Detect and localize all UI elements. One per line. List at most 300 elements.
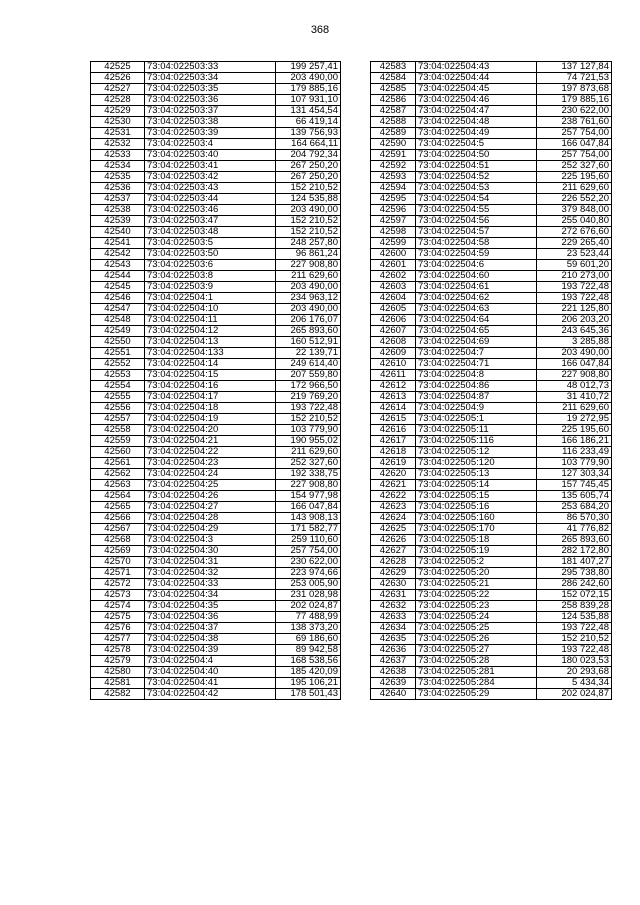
cadastral-number-cell: 73:04:022504:26 xyxy=(145,491,276,502)
table-row xyxy=(371,260,612,271)
value-cell: 193 722,48 xyxy=(537,623,612,634)
value-cell: 211 629,60 xyxy=(537,183,612,194)
table-row xyxy=(91,381,341,392)
table-row xyxy=(371,216,612,227)
value-cell: 234 963,12 xyxy=(276,293,341,304)
cadastral-number-cell: 73:04:022503:50 xyxy=(145,249,276,260)
value-cell: 135 605,74 xyxy=(537,491,612,502)
table-row xyxy=(91,568,341,579)
cadastral-number-cell: 73:04:022504:46 xyxy=(416,95,537,106)
value-cell: 230 622,00 xyxy=(276,557,341,568)
row-number-cell: 42560 xyxy=(91,447,145,458)
value-cell: 164 664,11 xyxy=(276,139,341,150)
row-number-cell: 42527 xyxy=(91,84,145,95)
row-number-cell: 42612 xyxy=(371,381,416,392)
table-row xyxy=(371,227,612,238)
cadastral-number-cell: 73:04:022504:48 xyxy=(416,117,537,128)
cadastral-number-cell: 73:04:022503:35 xyxy=(145,84,276,95)
cadastral-number-cell: 73:04:022504:27 xyxy=(145,502,276,513)
cadastral-number-cell: 73:04:022504:19 xyxy=(145,414,276,425)
value-cell: 5 434,34 xyxy=(537,678,612,689)
cadastral-number-cell: 73:04:022504:54 xyxy=(416,194,537,205)
row-number-cell: 42614 xyxy=(371,403,416,414)
value-cell: 127 303,34 xyxy=(537,469,612,480)
value-cell: 204 792,34 xyxy=(276,150,341,161)
cadastral-number-cell: 73:04:022504:30 xyxy=(145,546,276,557)
table-row xyxy=(91,205,341,216)
row-number-cell: 42598 xyxy=(371,227,416,238)
cadastral-number-cell: 73:04:022504:20 xyxy=(145,425,276,436)
registry-table-right-body xyxy=(371,62,612,700)
table-row xyxy=(91,590,341,601)
row-number-cell: 42610 xyxy=(371,359,416,370)
cadastral-number-cell: 73:04:022505:18 xyxy=(416,535,537,546)
cadastral-number-cell: 73:04:022505:2 xyxy=(416,557,537,568)
row-number-cell: 42573 xyxy=(91,590,145,601)
value-cell: 211 629,60 xyxy=(276,447,341,458)
value-cell: 152 210,52 xyxy=(276,216,341,227)
value-cell: 207 559,80 xyxy=(276,370,341,381)
table-row xyxy=(371,689,612,700)
table-row xyxy=(371,370,612,381)
value-cell: 59 601,20 xyxy=(537,260,612,271)
table-row xyxy=(91,304,341,315)
row-number-cell: 42534 xyxy=(91,161,145,172)
table-row xyxy=(371,326,612,337)
value-cell: 31 410,72 xyxy=(537,392,612,403)
row-number-cell: 42603 xyxy=(371,282,416,293)
table-row xyxy=(371,612,612,623)
table-row xyxy=(371,205,612,216)
cadastral-number-cell: 73:04:022504:11 xyxy=(145,315,276,326)
value-cell: 259 110,60 xyxy=(276,535,341,546)
value-cell: 258 839,28 xyxy=(537,601,612,612)
value-cell: 185 420,09 xyxy=(276,667,341,678)
cadastral-number-cell: 73:04:022504:62 xyxy=(416,293,537,304)
row-number-cell: 42533 xyxy=(91,150,145,161)
cadastral-number-cell: 73:04:022505:27 xyxy=(416,645,537,656)
row-number-cell: 42548 xyxy=(91,315,145,326)
value-cell: 231 028,98 xyxy=(276,590,341,601)
cadastral-number-cell: 73:04:022504:64 xyxy=(416,315,537,326)
value-cell: 265 893,60 xyxy=(537,535,612,546)
row-number-cell: 42568 xyxy=(91,535,145,546)
cadastral-number-cell: 73:04:022503:47 xyxy=(145,216,276,227)
value-cell: 203 490,00 xyxy=(276,282,341,293)
cadastral-number-cell: 73:04:022505:20 xyxy=(416,568,537,579)
value-cell: 267 250,20 xyxy=(276,161,341,172)
cadastral-number-cell: 73:04:022505:120 xyxy=(416,458,537,469)
value-cell: 96 861,24 xyxy=(276,249,341,260)
value-cell: 295 738,80 xyxy=(537,568,612,579)
cadastral-number-cell: 73:04:022504:55 xyxy=(416,205,537,216)
table-row xyxy=(91,370,341,381)
cadastral-number-cell: 73:04:022504:14 xyxy=(145,359,276,370)
table-row xyxy=(91,150,341,161)
cadastral-number-cell: 73:04:022504:17 xyxy=(145,392,276,403)
table-row xyxy=(371,667,612,678)
row-number-cell: 42621 xyxy=(371,480,416,491)
value-cell: 179 885,16 xyxy=(537,95,612,106)
row-number-cell: 42555 xyxy=(91,392,145,403)
row-number-cell: 42596 xyxy=(371,205,416,216)
row-number-cell: 42546 xyxy=(91,293,145,304)
table-row xyxy=(91,403,341,414)
table-row xyxy=(91,502,341,513)
cadastral-number-cell: 73:04:022504:3 xyxy=(145,535,276,546)
value-cell: 226 552,20 xyxy=(537,194,612,205)
cadastral-number-cell: 73:04:022505:14 xyxy=(416,480,537,491)
row-number-cell: 42599 xyxy=(371,238,416,249)
cadastral-number-cell: 73:04:022503:39 xyxy=(145,128,276,139)
row-number-cell: 42606 xyxy=(371,315,416,326)
row-number-cell: 42597 xyxy=(371,216,416,227)
cadastral-number-cell: 73:04:022504:53 xyxy=(416,183,537,194)
row-number-cell: 42594 xyxy=(371,183,416,194)
row-number-cell: 42608 xyxy=(371,337,416,348)
table-row xyxy=(91,645,341,656)
value-cell: 225 195,60 xyxy=(537,425,612,436)
registry-table-right xyxy=(370,61,612,700)
row-number-cell: 42571 xyxy=(91,568,145,579)
row-number-cell: 42630 xyxy=(371,579,416,590)
table-row xyxy=(371,568,612,579)
table-row xyxy=(91,689,341,700)
value-cell: 248 257,80 xyxy=(276,238,341,249)
cadastral-number-cell: 73:04:022503:6 xyxy=(145,260,276,271)
cadastral-number-cell: 73:04:022504:59 xyxy=(416,249,537,260)
table-row xyxy=(91,238,341,249)
row-number-cell: 42552 xyxy=(91,359,145,370)
value-cell: 103 779,90 xyxy=(537,458,612,469)
cadastral-number-cell: 73:04:022504:133 xyxy=(145,348,276,359)
table-row xyxy=(91,601,341,612)
cadastral-number-cell: 73:04:022505:24 xyxy=(416,612,537,623)
cadastral-number-cell: 73:04:022504:32 xyxy=(145,568,276,579)
table-row xyxy=(371,73,612,84)
value-cell: 253 005,90 xyxy=(276,579,341,590)
table-row xyxy=(91,139,341,150)
cadastral-number-cell: 73:04:022503:4 xyxy=(145,139,276,150)
cadastral-number-cell: 73:04:022504:36 xyxy=(145,612,276,623)
row-number-cell: 42553 xyxy=(91,370,145,381)
row-number-cell: 42541 xyxy=(91,238,145,249)
value-cell: 252 327,60 xyxy=(276,458,341,469)
cadastral-number-cell: 73:04:022503:34 xyxy=(145,73,276,84)
value-cell: 193 722,48 xyxy=(537,645,612,656)
value-cell: 152 210,52 xyxy=(276,414,341,425)
value-cell: 137 127,84 xyxy=(537,62,612,73)
value-cell: 379 848,00 xyxy=(537,205,612,216)
table-row xyxy=(371,590,612,601)
cadastral-number-cell: 73:04:022504:16 xyxy=(145,381,276,392)
row-number-cell: 42547 xyxy=(91,304,145,315)
row-number-cell: 42601 xyxy=(371,260,416,271)
value-cell: 3 285,88 xyxy=(537,337,612,348)
value-cell: 202 024,87 xyxy=(276,601,341,612)
row-number-cell: 42625 xyxy=(371,524,416,535)
value-cell: 152 210,52 xyxy=(276,227,341,238)
cadastral-number-cell: 73:04:022504:6 xyxy=(416,260,537,271)
row-number-cell: 42565 xyxy=(91,502,145,513)
cadastral-number-cell: 73:04:022503:36 xyxy=(145,95,276,106)
table-row xyxy=(91,95,341,106)
value-cell: 229 265,40 xyxy=(537,238,612,249)
row-number-cell: 42607 xyxy=(371,326,416,337)
table-row xyxy=(91,172,341,183)
row-number-cell: 42566 xyxy=(91,513,145,524)
row-number-cell: 42636 xyxy=(371,645,416,656)
value-cell: 267 250,20 xyxy=(276,172,341,183)
cadastral-number-cell: 73:04:022505:21 xyxy=(416,579,537,590)
value-cell: 227 908,80 xyxy=(537,370,612,381)
row-number-cell: 42631 xyxy=(371,590,416,601)
row-number-cell: 42536 xyxy=(91,183,145,194)
cadastral-number-cell: 73:04:022504:25 xyxy=(145,480,276,491)
table-row xyxy=(91,436,341,447)
table-row xyxy=(91,491,341,502)
row-number-cell: 42589 xyxy=(371,128,416,139)
cadastral-number-cell: 73:04:022504:9 xyxy=(416,403,537,414)
registry-table-left-body xyxy=(91,62,341,700)
table-row xyxy=(371,436,612,447)
row-number-cell: 42574 xyxy=(91,601,145,612)
cadastral-number-cell: 73:04:022503:44 xyxy=(145,194,276,205)
row-number-cell: 42580 xyxy=(91,667,145,678)
cadastral-number-cell: 73:04:022504:65 xyxy=(416,326,537,337)
registry-table-left xyxy=(90,61,341,700)
row-number-cell: 42593 xyxy=(371,172,416,183)
value-cell: 252 327,60 xyxy=(537,161,612,172)
row-number-cell: 42539 xyxy=(91,216,145,227)
cadastral-number-cell: 73:04:022504:57 xyxy=(416,227,537,238)
value-cell: 195 106,21 xyxy=(276,678,341,689)
cadastral-number-cell: 73:04:022504:61 xyxy=(416,282,537,293)
table-row xyxy=(371,359,612,370)
table-row xyxy=(91,326,341,337)
value-cell: 139 756,93 xyxy=(276,128,341,139)
row-number-cell: 42622 xyxy=(371,491,416,502)
cadastral-number-cell: 73:04:022504:29 xyxy=(145,524,276,535)
table-row xyxy=(91,458,341,469)
value-cell: 89 942,58 xyxy=(276,645,341,656)
value-cell: 257 754,00 xyxy=(537,128,612,139)
row-number-cell: 42530 xyxy=(91,117,145,128)
cadastral-number-cell: 73:04:022504:47 xyxy=(416,106,537,117)
value-cell: 131 454,54 xyxy=(276,106,341,117)
row-number-cell: 42639 xyxy=(371,678,416,689)
row-number-cell: 42540 xyxy=(91,227,145,238)
row-number-cell: 42626 xyxy=(371,535,416,546)
table-row xyxy=(371,623,612,634)
value-cell: 86 570,30 xyxy=(537,513,612,524)
cadastral-number-cell: 73:04:022504:34 xyxy=(145,590,276,601)
row-number-cell: 42535 xyxy=(91,172,145,183)
table-row xyxy=(371,458,612,469)
cadastral-number-cell: 73:04:022503:40 xyxy=(145,150,276,161)
table-row xyxy=(371,469,612,480)
cadastral-number-cell: 73:04:022504:71 xyxy=(416,359,537,370)
table-row xyxy=(371,678,612,689)
row-number-cell: 42617 xyxy=(371,436,416,447)
cadastral-number-cell: 73:04:022504:12 xyxy=(145,326,276,337)
table-row xyxy=(371,238,612,249)
row-number-cell: 42633 xyxy=(371,612,416,623)
table-row xyxy=(91,469,341,480)
row-number-cell: 42525 xyxy=(91,62,145,73)
row-number-cell: 42545 xyxy=(91,282,145,293)
cadastral-number-cell: 73:04:022503:8 xyxy=(145,271,276,282)
row-number-cell: 42623 xyxy=(371,502,416,513)
row-number-cell: 42640 xyxy=(371,689,416,700)
value-cell: 203 490,00 xyxy=(276,304,341,315)
row-number-cell: 42551 xyxy=(91,348,145,359)
row-number-cell: 42556 xyxy=(91,403,145,414)
value-cell: 179 885,16 xyxy=(276,84,341,95)
table-row xyxy=(91,392,341,403)
row-number-cell: 42529 xyxy=(91,106,145,117)
table-row xyxy=(91,348,341,359)
row-number-cell: 42543 xyxy=(91,260,145,271)
table-row xyxy=(91,183,341,194)
table-row xyxy=(371,194,612,205)
cadastral-number-cell: 73:04:022504:23 xyxy=(145,458,276,469)
table-row xyxy=(91,425,341,436)
cadastral-number-cell: 73:04:022505:29 xyxy=(416,689,537,700)
value-cell: 172 966,50 xyxy=(276,381,341,392)
cadastral-number-cell: 73:04:022504:50 xyxy=(416,150,537,161)
cadastral-number-cell: 73:04:022503:33 xyxy=(145,62,276,73)
table-row xyxy=(371,601,612,612)
cadastral-number-cell: 73:04:022503:41 xyxy=(145,161,276,172)
table-row xyxy=(371,447,612,458)
cadastral-number-cell: 73:04:022503:43 xyxy=(145,183,276,194)
row-number-cell: 42563 xyxy=(91,480,145,491)
cadastral-number-cell: 73:04:022504:10 xyxy=(145,304,276,315)
table-row xyxy=(91,513,341,524)
row-number-cell: 42575 xyxy=(91,612,145,623)
table-row xyxy=(371,172,612,183)
value-cell: 77 488,99 xyxy=(276,612,341,623)
table-row xyxy=(91,117,341,128)
row-number-cell: 42528 xyxy=(91,95,145,106)
table-row xyxy=(371,656,612,667)
value-cell: 199 257,41 xyxy=(276,62,341,73)
value-cell: 221 125,80 xyxy=(537,304,612,315)
cadastral-number-cell: 73:04:022504:28 xyxy=(145,513,276,524)
cadastral-number-cell: 73:04:022503:5 xyxy=(145,238,276,249)
value-cell: 152 210,52 xyxy=(276,183,341,194)
cadastral-number-cell: 73:04:022505:1 xyxy=(416,414,537,425)
row-number-cell: 42567 xyxy=(91,524,145,535)
value-cell: 178 501,43 xyxy=(276,689,341,700)
table-row xyxy=(91,260,341,271)
value-cell: 255 040,80 xyxy=(537,216,612,227)
table-row xyxy=(371,579,612,590)
row-number-cell: 42550 xyxy=(91,337,145,348)
cadastral-number-cell: 73:04:022504:38 xyxy=(145,634,276,645)
table-row xyxy=(371,546,612,557)
cadastral-number-cell: 73:04:022504:21 xyxy=(145,436,276,447)
table-row xyxy=(91,623,341,634)
value-cell: 166 186,21 xyxy=(537,436,612,447)
row-number-cell: 42537 xyxy=(91,194,145,205)
table-row xyxy=(371,557,612,568)
value-cell: 230 622,00 xyxy=(537,106,612,117)
value-cell: 225 195,60 xyxy=(537,172,612,183)
value-cell: 157 745,45 xyxy=(537,480,612,491)
value-cell: 69 186,60 xyxy=(276,634,341,645)
cadastral-number-cell: 73:04:022504:51 xyxy=(416,161,537,172)
value-cell: 193 722,48 xyxy=(537,293,612,304)
cadastral-number-cell: 73:04:022504:58 xyxy=(416,238,537,249)
row-number-cell: 42615 xyxy=(371,414,416,425)
cadastral-number-cell: 73:04:022504:44 xyxy=(416,73,537,84)
cadastral-number-cell: 73:04:022505:284 xyxy=(416,678,537,689)
value-cell: 206 203,20 xyxy=(537,315,612,326)
value-cell: 243 645,36 xyxy=(537,326,612,337)
table-row xyxy=(371,84,612,95)
row-number-cell: 42561 xyxy=(91,458,145,469)
value-cell: 22 139,71 xyxy=(276,348,341,359)
row-number-cell: 42562 xyxy=(91,469,145,480)
cadastral-number-cell: 73:04:022503:48 xyxy=(145,227,276,238)
row-number-cell: 42549 xyxy=(91,326,145,337)
row-number-cell: 42605 xyxy=(371,304,416,315)
row-number-cell: 42586 xyxy=(371,95,416,106)
cadastral-number-cell: 73:04:022504:33 xyxy=(145,579,276,590)
table-row xyxy=(91,447,341,458)
table-row xyxy=(371,139,612,150)
table-row xyxy=(371,293,612,304)
row-number-cell: 42590 xyxy=(371,139,416,150)
table-row xyxy=(91,656,341,667)
table-row xyxy=(91,282,341,293)
row-number-cell: 42570 xyxy=(91,557,145,568)
value-cell: 227 908,80 xyxy=(276,260,341,271)
row-number-cell: 42611 xyxy=(371,370,416,381)
value-cell: 210 273,00 xyxy=(537,271,612,282)
cadastral-number-cell: 73:04:022505:160 xyxy=(416,513,537,524)
cadastral-number-cell: 73:04:022504:18 xyxy=(145,403,276,414)
table-row xyxy=(371,634,612,645)
row-number-cell: 42585 xyxy=(371,84,416,95)
value-cell: 20 293,68 xyxy=(537,667,612,678)
table-row xyxy=(91,194,341,205)
cadastral-number-cell: 73:04:022504:13 xyxy=(145,337,276,348)
row-number-cell: 42538 xyxy=(91,205,145,216)
table-row xyxy=(371,403,612,414)
row-number-cell: 42544 xyxy=(91,271,145,282)
cadastral-number-cell: 73:04:022504:5 xyxy=(416,139,537,150)
value-cell: 238 761,60 xyxy=(537,117,612,128)
row-number-cell: 42542 xyxy=(91,249,145,260)
value-cell: 23 523,44 xyxy=(537,249,612,260)
cadastral-number-cell: 73:04:022504:60 xyxy=(416,271,537,282)
value-cell: 257 754,00 xyxy=(276,546,341,557)
cadastral-number-cell: 73:04:022504:7 xyxy=(416,348,537,359)
cadastral-number-cell: 73:04:022505:22 xyxy=(416,590,537,601)
table-row xyxy=(91,557,341,568)
table-row xyxy=(371,161,612,172)
table-row xyxy=(371,392,612,403)
value-cell: 124 535,88 xyxy=(537,612,612,623)
table-row xyxy=(91,414,341,425)
cadastral-number-cell: 73:04:022504:43 xyxy=(416,62,537,73)
table-row xyxy=(91,62,341,73)
table-row xyxy=(91,293,341,304)
value-cell: 249 614,40 xyxy=(276,359,341,370)
